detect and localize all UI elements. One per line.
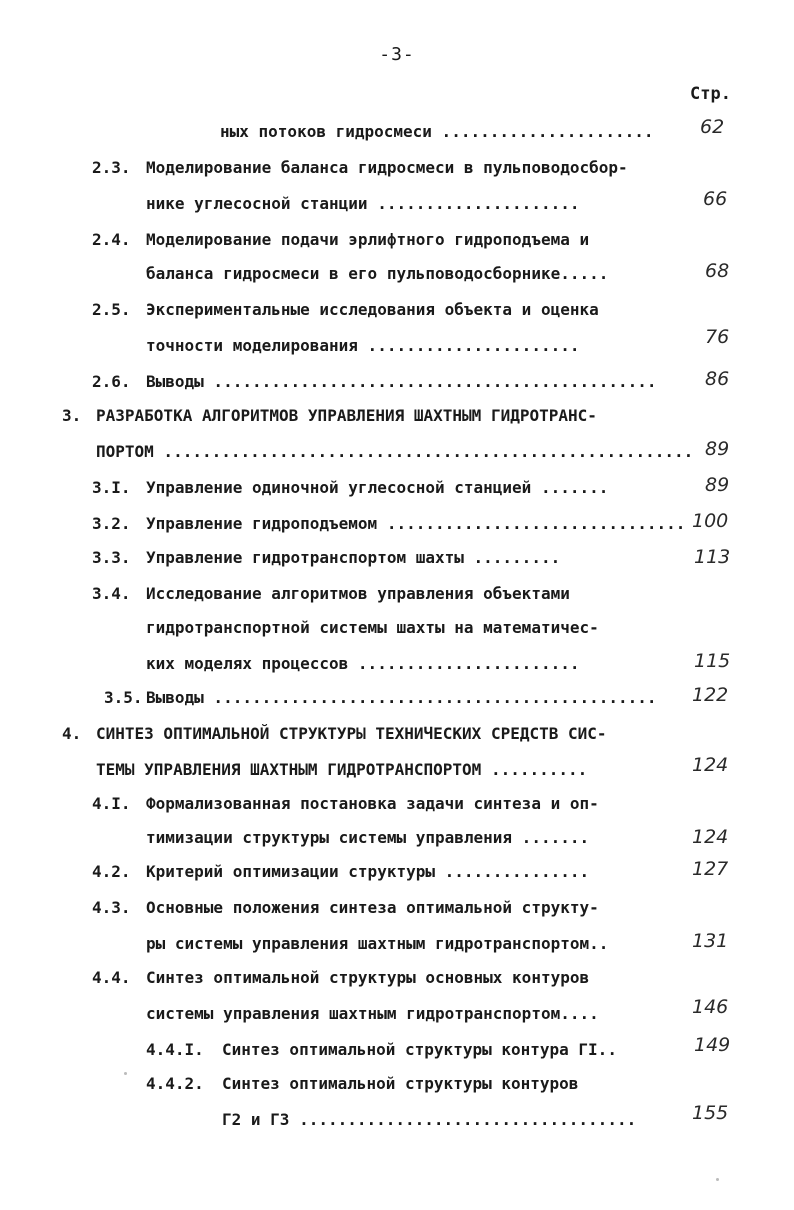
toc-number: 4.2. — [92, 862, 131, 881]
toc-line: тимизации структуры системы управления ....... — [146, 828, 590, 847]
toc-page-ref: 89 — [705, 438, 730, 460]
toc-page-ref: 122 — [692, 684, 729, 706]
page-column-header: Стр. — [690, 84, 731, 104]
toc-number: 4.I. — [92, 794, 131, 813]
toc-page-ref: 76 — [705, 326, 730, 348]
toc-line: гидротранспортной системы шахты на математичес- — [146, 618, 599, 637]
toc-page-ref: 62 — [700, 116, 725, 138]
toc-number: 4. — [62, 724, 82, 743]
toc-page-ref: 124 — [692, 826, 729, 848]
toc-line: ких моделях процессов ....................... — [146, 654, 580, 673]
toc-page-ref: 115 — [694, 650, 731, 672]
page-number: -3- — [379, 44, 415, 65]
toc-line: Моделирование подачи эрлифтного гидроподъема и — [146, 230, 590, 249]
toc-number: 2.4. — [92, 230, 131, 249]
toc-line: ных потоков гидросмеси ...................... — [220, 122, 654, 141]
toc-number: 3.3. — [92, 548, 131, 567]
toc-line: Синтез оптимальной структуры контура ГI.. — [222, 1040, 617, 1059]
toc-line: Управление одиночной углесосной станцией ....... — [146, 478, 609, 497]
toc-number: 3.4. — [92, 584, 131, 603]
toc-line: ТЕМЫ УПРАВЛЕНИЯ ШАХТНЫМ ГИДРОТРАНСПОРТОМ .......... — [96, 760, 588, 779]
toc-number: 3.I. — [92, 478, 131, 497]
toc-line: ры системы управления шахтным гидротранспортом.. — [146, 934, 609, 953]
toc-page-ref: 155 — [692, 1102, 729, 1124]
toc-page-ref: 131 — [692, 930, 729, 952]
toc-line: СИНТЕЗ ОПТИМАЛЬНОЙ СТРУКТУРЫ ТЕХНИЧЕСКИХ СРЕДСТВ СИС- — [96, 724, 607, 743]
toc-line: Управление гидротранспортом шахты ......... — [146, 548, 561, 567]
toc-page-ref: 124 — [692, 754, 729, 776]
toc-page-ref: 100 — [692, 510, 729, 532]
toc-line: Основные положения синтеза оптимальной структу- — [146, 898, 599, 917]
toc-page-ref: 113 — [694, 546, 731, 568]
toc-number: 2.6. — [92, 372, 131, 391]
toc-number: 3.5. — [104, 688, 143, 707]
toc-line: Формализованная постановка задачи синтеза и оп- — [146, 794, 599, 813]
toc-number: 3. — [62, 406, 82, 425]
toc-number: 2.5. — [92, 300, 131, 319]
toc-line: точности моделирования ...................... — [146, 336, 580, 355]
toc-line: системы управления шахтным гидротранспортом.... — [146, 1004, 599, 1023]
toc-number: 2.3. — [92, 158, 131, 177]
toc-page-ref: 86 — [705, 368, 730, 390]
toc-line: Экспериментальные исследования объекта и оценка — [146, 300, 599, 319]
toc-line: Выводы .............................................. — [146, 372, 657, 391]
toc-number: 4.4.2. — [146, 1074, 204, 1093]
toc-line: баланса гидросмеси в его пульповодосборнике..... — [146, 264, 609, 283]
toc-page-ref: 68 — [705, 260, 730, 282]
toc-line: Моделирование баланса гидросмеси в пульповодосбор- — [146, 158, 628, 177]
toc-number: 4.4.I. — [146, 1040, 204, 1059]
toc-page-ref: 89 — [705, 474, 730, 496]
toc-line: Г2 и Г3 ................................... — [222, 1110, 637, 1129]
toc-line: нике углесосной станции ..................... — [146, 194, 580, 213]
scan-speck — [716, 1178, 719, 1181]
toc-line: РАЗРАБОТКА АЛГОРИТМОВ УПРАВЛЕНИЯ ШАХТНЫМ ГИДРОТРАНС- — [96, 406, 597, 425]
toc-line: Исследование алгоритмов управления объектами — [146, 584, 570, 603]
toc-line: Управление гидроподъемом ............................... — [146, 514, 686, 533]
toc-page-ref: 66 — [703, 188, 728, 210]
toc-line: Синтез оптимальной структуры контуров — [222, 1074, 579, 1093]
toc-page-ref: 149 — [694, 1034, 731, 1056]
toc-line: ПОРТОМ ....................................................... — [96, 442, 694, 461]
toc-number: 4.4. — [92, 968, 131, 987]
toc-number: 3.2. — [92, 514, 131, 533]
scan-speck — [124, 1072, 127, 1075]
toc-line: Выводы .............................................. — [146, 688, 657, 707]
toc-page-ref: 127 — [692, 858, 729, 880]
toc-page-ref: 146 — [692, 996, 729, 1018]
toc-line: Синтез оптимальной структуры основных контуров — [146, 968, 590, 987]
toc-number: 4.3. — [92, 898, 131, 917]
toc-line: Критерий оптимизации структуры ............... — [146, 862, 590, 881]
